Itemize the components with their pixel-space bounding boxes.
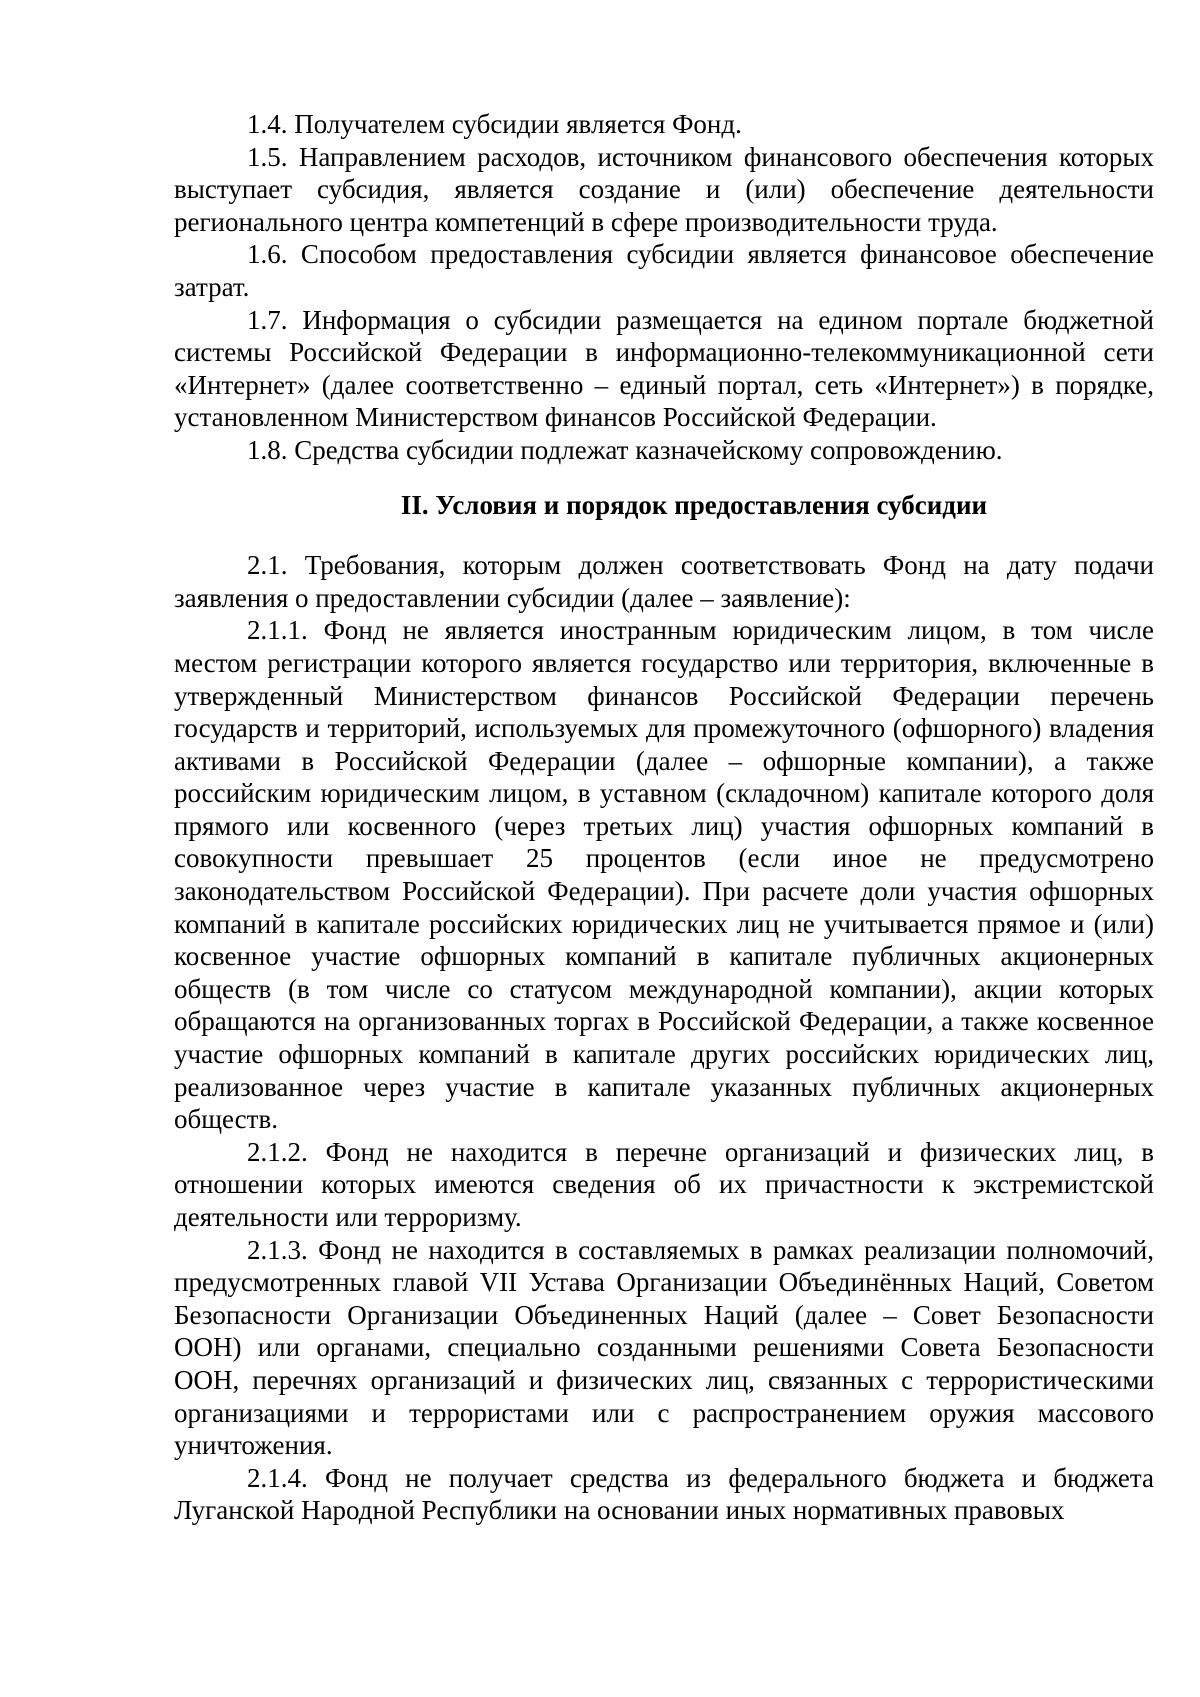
paragraph-2-1: 2.1. Требования, которым должен соответствовать Фонд на дату подачи заявления о предоставлении субсидии (далее – заявление): — [174, 550, 1154, 613]
paragraph-1-7: 1.7. Информация о субсидии размещается на едином портале бюджетной системы Российской Федерации в информационно-телекоммуникационной сети «Интернет» (далее соответственно – единый портал, сеть «Интернет») в порядке, установленном Министерством финансов Российской Федерации. — [174, 304, 1154, 433]
section-heading: II. Условия и порядок предоставления субсидии — [400, 489, 988, 520]
paragraph-2-1-3: 2.1.3. Фонд не находится в составляемых в рамках реализации полномочий, предусмотренных главой VII Устава Организации Объединённых Наций, Советом Безопасности Организации Объединенных Наций (далее – Совет Безопасности ООН) или органами, специально созданными решениями Совета Безопасности ООН, перечнях организаций и физических лиц, связанных с террористическими организациями и террористами или с распространением оружия массового уничтожения. — [174, 1234, 1154, 1461]
paragraph-1-6: 1.6. Способом предоставления субсидии является финансовое обеспечение затрат. — [174, 239, 1154, 302]
paragraph-1-8: 1.8. Средства субсидии подлежат казначейскому сопровождению. — [247, 434, 1003, 465]
paragraph-2-1-1: 2.1.1. Фонд не является иностранным юридическим лицом, в том числе местом регистрации которого является государство или территория, включенные в утвержденный Министерством финансов Российской Федерации перечень государств и территорий, используемых для промежуточного (офшорного) владения активами в Российской Федерации (далее – офшорные компании), а также российским юридическим лицом, в уставном (складочном) капитале которого доля прямого или косвенного (через третьих лиц) участия офшорных компаний в совокупности превышает 25 процентов (если иное не предусмотрено законодательством Российской Федерации). При расчете доли участия офшорных компаний в капитале российских юридических лиц не учитывается прямое и (или) косвенное участие офшорных компаний в капитале публичных акционерных обществ (в том числе со статусом международной компании), акции которых обращаются на организованных торгах в Российской Федерации, а также косвенное участие офшорных компаний в капитале других российских юридических лиц, реализованное через участие в капитале указанных публичных акционерных обществ. — [174, 615, 1154, 1135]
document-page — [174, 108, 1154, 1527]
paragraph-2-1-4: 2.1.4. Фонд не получает средства из федерального бюджета и бюджета Луганской Народной Республики на основании иных нормативных правовых — [174, 1462, 1154, 1526]
paragraph-1-4: 1.4. Получателем субсидии является Фонд. — [247, 109, 742, 139]
paragraph-1-5: 1.5. Направлением расходов, источником финансового обеспечения которых выступает субсидия, является создание и (или) обеспечение деятельности регионального центра компетенций в сфере производительности труда. — [174, 141, 1154, 237]
paragraph-2-1-2: 2.1.2. Фонд не находится в перечне организаций и физических лиц, в отношении которых имеются сведения об их причастности к экстремистской деятельности или терроризму. — [174, 1136, 1154, 1232]
